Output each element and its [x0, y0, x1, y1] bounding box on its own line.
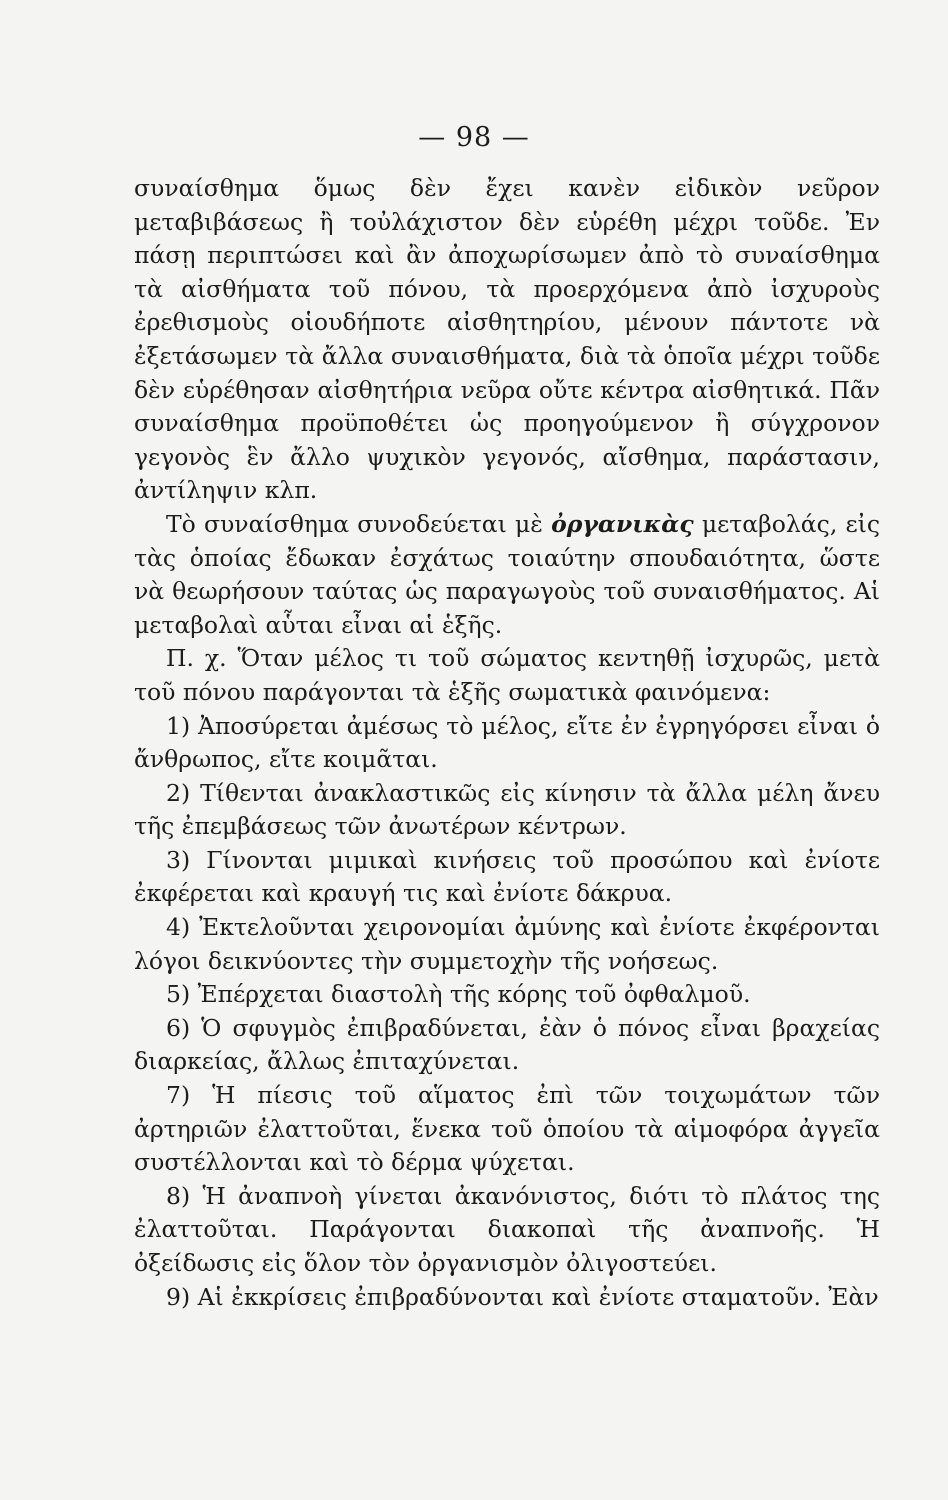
- list-item: 5) Ἐπέρχεται διαστολὴ τῆς κόρης τοῦ ὀφθαλμοῦ.: [166, 980, 751, 1009]
- paragraph-text: Τὸ συναίσθημα συνοδεύεται μὲ: [166, 509, 552, 538]
- paragraph-continuation: συναίσθημα ὅμως δὲν ἔχει κανὲν εἰδικὸν νεῦρον μεταβιβάσεως ἢ τοὐλάχιστον δὲν εὑρέθη μέχρι τοῦδε. Ἐν πάσῃ περιπτώσει καὶ ἂν ἀποχωρίσωμεν ἀπὸ τὸ συναίσθημα τὰ αἰσθήματα τοῦ πόνου, τὰ προερχόμενα ἀπὸ ἰσχυροὺς ἐρεθισμοὺς οἱουδήποτε αἰσθητηρίου, μένουν πάντοτε νὰ ἐξετάσωμεν τὰ ἄλλα συναισθήματα, διὰ τὰ ὁποῖα μέχρι τοῦδε δὲν εὑρέθησαν αἰσθητήρια νεῦρα οὔτε κέντρα αἰσθητικά. Πᾶν συναίσθημα προϋποθέτει ὡς προηγούμενον ἢ σύγχρονον γεγονὸς ἓν ἄλλο ψυχικὸν γεγονός, αἴσθημα, παράστασιν, ἀντίληψιν κλπ.: [134, 174, 880, 505]
- emphasized-term: ὀργανικὰς: [551, 509, 694, 538]
- body-text: [134, 172, 880, 1314]
- list-item: 8) Ἡ ἀναπνοὴ γίνεται ἀκανόνιστος, διότι τὸ πλάτος της ἐλαττοῦται. Παράγονται διακοπαὶ τῆς ἀναπνοῆς. Ἡ ὀξείδωσις εἰς ὅλον τὸν ὀργανισμὸν ὀλιγοστεύει.: [134, 1181, 880, 1277]
- list-item: 7) Ἡ πίεσις τοῦ αἵματος ἐπὶ τῶν τοιχωμάτων τῶν ἀρτηριῶν ἐλαττοῦται, ἕνεκα τοῦ ὁποίου τὰ αἱμοφόρα ἀγγεῖα συστέλλονται καὶ τὸ δέρμα ψύχεται.: [134, 1081, 880, 1177]
- list-item: 4) Ἐκτελοῦνται χειρονομίαι ἀμύνης καὶ ἐνίοτε ἐκφέρονται λόγοι δεικνύοντες τὴν συμμετοχὴν τῆς νοήσεως.: [134, 913, 880, 975]
- list-item: 6) Ὁ σφυγμὸς ἐπιβραδύνεται, ἐὰν ὁ πόνος εἶναι βραχείας διαρκείας, ἄλλως ἐπιταχύνεται.: [134, 1013, 880, 1076]
- list-item: 2) Τίθενται ἀνακλαστικῶς εἰς κίνησιν τὰ ἄλλα μέλη ἄνευ τῆς ἐπεμβάσεως τῶν ἀνωτέρων κέντρων.: [134, 778, 880, 841]
- list-item: 9) Αἱ ἐκκρίσεις ἐπιβραδύνονται καὶ ἐνίοτε σταματοῦν. Ἐὰν: [166, 1282, 879, 1311]
- list-item: 1) Ἀποσύρεται ἀμέσως τὸ μέλος, εἴτε ἐν ἐγρηγόρσει εἶναι ὁ ἄνθρωπος, εἴτε κοιμᾶται.: [134, 711, 880, 774]
- paragraph-example: Π. χ. Ὅταν μέλος τι τοῦ σώματος κεντηθῇ ἰσχυρῶς, μετὰ τοῦ πόνου παράγονται τὰ ἑξῆς σωματικὰ φαινόμενα:: [134, 644, 880, 706]
- page-number: — 98 —: [418, 122, 530, 153]
- paragraph-text: μεταβολάς, εἰς τὰς ὁποίας ἔδωκαν ἐσχάτως τοιαύτην σπουδαιότητα, ὥστε νὰ θεωρήσουν ταύτας ὡς παραγωγοὺς τοῦ συναισθήματος. Αἱ μεταβολαὶ αὗται εἶναι αἱ ἑξῆς.: [134, 509, 881, 639]
- list-item: 3) Γίνονται μιμικαὶ κινήσεις τοῦ προσώπου καὶ ἐνίοτε ἐκφέρεται καὶ κραυγή τις καὶ ἐνίοτε δάκρυα.: [134, 845, 880, 908]
- paragraph-organic-changes: [134, 508, 880, 642]
